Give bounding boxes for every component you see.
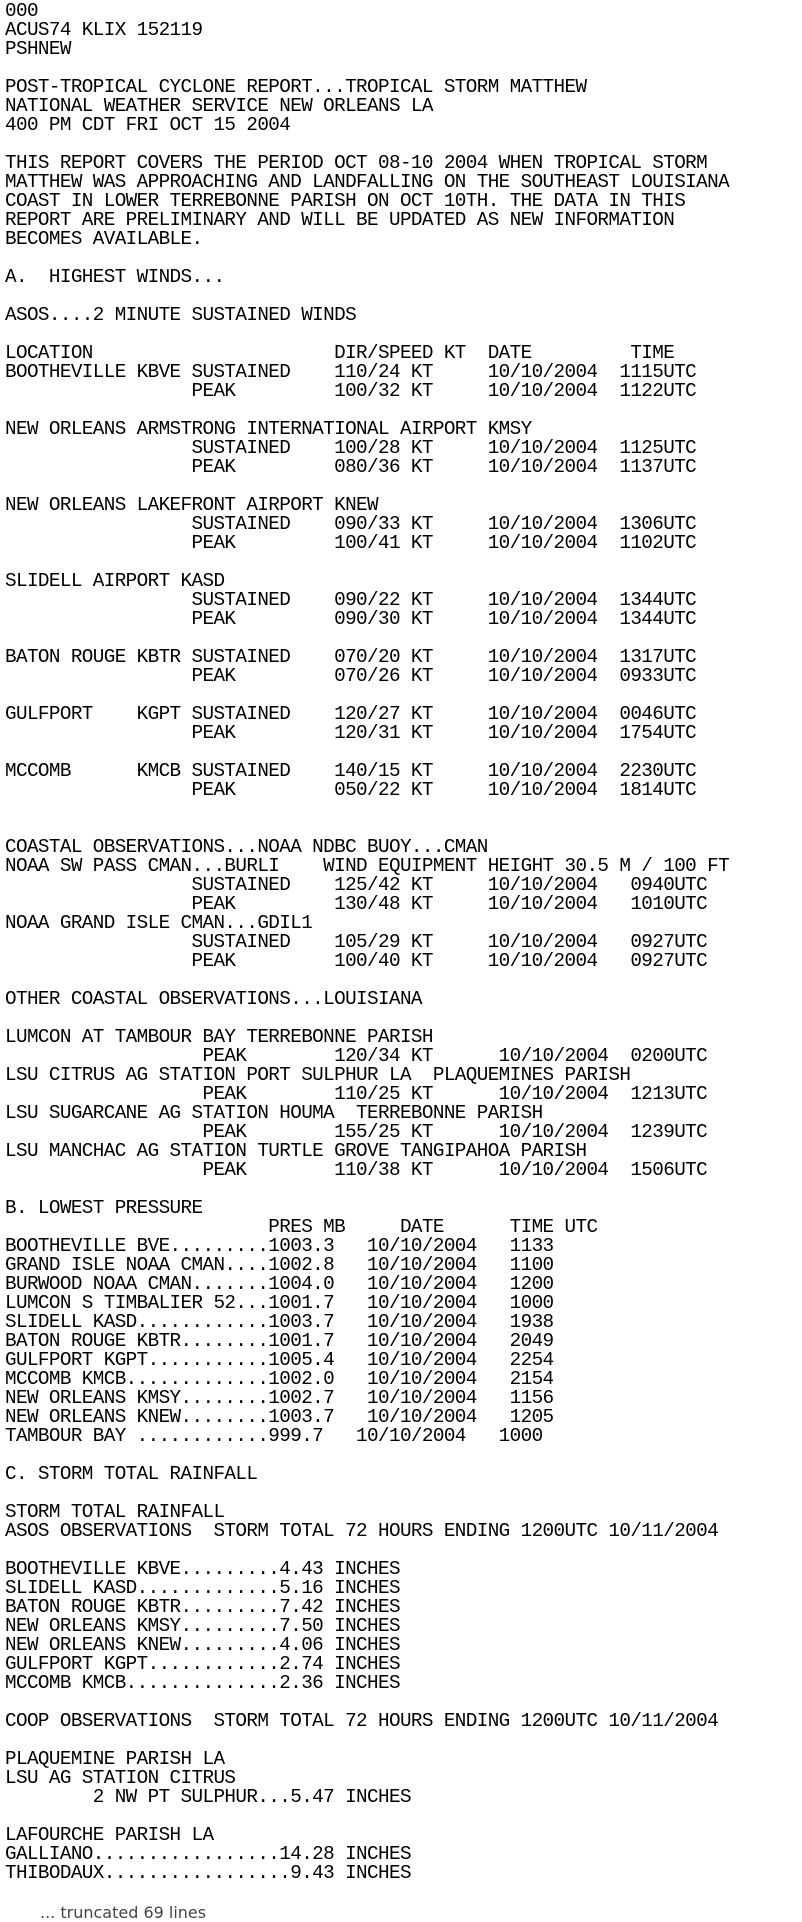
- report-line: B. LOWEST PRESSURE: [5, 1197, 203, 1219]
- report-line: SUSTAINED 105/29 KT 10/10/2004 0927UTC: [5, 931, 708, 953]
- report-line: BURWOOD NOAA CMAN.......1004.0 10/10/2004 1200: [5, 1273, 554, 1295]
- report-line: SUSTAINED 090/22 KT 10/10/2004 1344UTC: [5, 589, 697, 611]
- report-line: PEAK 100/41 KT 10/10/2004 1102UTC: [5, 532, 697, 554]
- report-line: STORM TOTAL RAINFALL: [5, 1501, 225, 1523]
- report-line: SLIDELL AIRPORT KASD: [5, 570, 225, 592]
- report-line: COOP OBSERVATIONS STORM TOTAL 72 HOURS ENDING 1200UTC 10/11/2004: [5, 1710, 719, 1732]
- report-line: LSU MANCHAC AG STATION TURTLE GROVE TANGIPAHOA PARISH: [5, 1140, 587, 1162]
- report-line: TAMBOUR BAY ............999.7 10/10/2004 1000: [5, 1425, 543, 1447]
- report-line: MATTHEW WAS APPROACHING AND LANDFALLING ON THE SOUTHEAST LOUISIANA: [5, 171, 730, 193]
- report-line: BOOTHEVILLE KBVE SUSTAINED 110/24 KT 10/10/2004 1115UTC: [5, 361, 697, 383]
- report-line: GULFPORT KGPT...........1005.4 10/10/2004 2254: [5, 1349, 554, 1371]
- report-line: THIS REPORT COVERS THE PERIOD OCT 08-10 2004 WHEN TROPICAL STORM: [5, 152, 708, 174]
- report-line: ACUS74 KLIX 152119: [5, 19, 203, 41]
- report-line: PRES MB DATE TIME UTC: [5, 1216, 598, 1238]
- report-line: PEAK 070/26 KT 10/10/2004 0933UTC: [5, 665, 697, 687]
- report-line: GALLIANO.................14.28 INCHES: [5, 1843, 411, 1865]
- report-line: LUMCON S TIMBALIER 52...1001.7 10/10/2004 1000: [5, 1292, 554, 1314]
- report-line: BOOTHEVILLE KBVE.........4.43 INCHES: [5, 1558, 400, 1580]
- report-line: BATON ROUGE KBTR........1001.7 10/10/2004 2049: [5, 1330, 554, 1352]
- report-line: NATIONAL WEATHER SERVICE NEW ORLEANS LA: [5, 95, 433, 117]
- report-line: GULFPORT KGPT SUSTAINED 120/27 KT 10/10/2004 0046UTC: [5, 703, 697, 725]
- report-line: NEW ORLEANS ARMSTRONG INTERNATIONAL AIRPORT KMSY: [5, 418, 532, 440]
- report-line: COAST IN LOWER TERREBONNE PARISH ON OCT 10TH. THE DATA IN THIS: [5, 190, 686, 212]
- report-line: NEW ORLEANS KNEW........1003.7 10/10/2004 1205: [5, 1406, 554, 1428]
- report-line: PEAK 120/31 KT 10/10/2004 1754UTC: [5, 722, 697, 744]
- report-line: NOAA SW PASS CMAN...BURLI WIND EQUIPMENT HEIGHT 30.5 M / 100 FT: [5, 855, 730, 877]
- report-line: OTHER COASTAL OBSERVATIONS...LOUISIANA: [5, 988, 422, 1010]
- report-line: PEAK 110/25 KT 10/10/2004 1213UTC: [5, 1083, 708, 1105]
- report-line: MCCOMB KMCB..............2.36 INCHES: [5, 1672, 400, 1694]
- report-line: PEAK 120/34 KT 10/10/2004 0200UTC: [5, 1045, 708, 1067]
- report-line: BECOMES AVAILABLE.: [5, 228, 203, 250]
- report-line: ASOS OBSERVATIONS STORM TOTAL 72 HOURS ENDING 1200UTC 10/11/2004: [5, 1520, 719, 1542]
- report-line: PEAK 100/32 KT 10/10/2004 1122UTC: [5, 380, 697, 402]
- report-line: PEAK 080/36 KT 10/10/2004 1137UTC: [5, 456, 697, 478]
- report-line: PSHNEW: [5, 38, 71, 60]
- report-line: COASTAL OBSERVATIONS...NOAA NDBC BUOY...CMAN: [5, 836, 488, 858]
- report-line: PEAK 090/30 KT 10/10/2004 1344UTC: [5, 608, 697, 630]
- report-text: [5, 2, 729, 1883]
- report-line: SUSTAINED 100/28 KT 10/10/2004 1125UTC: [5, 437, 697, 459]
- truncation-note: ... truncated 69 lines: [40, 1903, 207, 1922]
- report-line: LOCATION DIR/SPEED KT DATE TIME: [5, 342, 675, 364]
- report-line: SLIDELL KASD............1003.7 10/10/2004 1938: [5, 1311, 554, 1333]
- report-line: GRAND ISLE NOAA CMAN....1002.8 10/10/2004 1100: [5, 1254, 554, 1276]
- report-line: 2 NW PT SULPHUR...5.47 INCHES: [5, 1786, 411, 1808]
- report-line: LSU CITRUS AG STATION PORT SULPHUR LA PLAQUEMINES PARISH: [5, 1064, 631, 1086]
- report-line: SLIDELL KASD.............5.16 INCHES: [5, 1577, 400, 1599]
- report-line: LSU SUGARCANE AG STATION HOUMA TERREBONNE PARISH: [5, 1102, 543, 1124]
- report-line: NEW ORLEANS KMSY.........7.50 INCHES: [5, 1615, 400, 1637]
- report-line: GULFPORT KGPT............2.74 INCHES: [5, 1653, 400, 1675]
- report-line: 400 PM CDT FRI OCT 15 2004: [5, 114, 291, 136]
- report-line: PEAK 130/48 KT 10/10/2004 1010UTC: [5, 893, 708, 915]
- report-line: BATON ROUGE KBTR SUSTAINED 070/20 KT 10/10/2004 1317UTC: [5, 646, 697, 668]
- report-line: PEAK 050/22 KT 10/10/2004 1814UTC: [5, 779, 697, 801]
- report-line: C. STORM TOTAL RAINFALL: [5, 1463, 258, 1485]
- report-line: BATON ROUGE KBTR.........7.42 INCHES: [5, 1596, 400, 1618]
- report-line: NEW ORLEANS KMSY........1002.7 10/10/2004 1156: [5, 1387, 554, 1409]
- report-line: PEAK 155/25 KT 10/10/2004 1239UTC: [5, 1121, 708, 1143]
- report-line: NEW ORLEANS LAKEFRONT AIRPORT KNEW: [5, 494, 379, 516]
- report-line: POST-TROPICAL CYCLONE REPORT...TROPICAL STORM MATTHEW: [5, 76, 587, 98]
- report-line: LSU AG STATION CITRUS: [5, 1767, 236, 1789]
- report-line: PEAK 110/38 KT 10/10/2004 1506UTC: [5, 1159, 708, 1181]
- report-line: SUSTAINED 125/42 KT 10/10/2004 0940UTC: [5, 874, 708, 896]
- report-line: THIBODAUX.................9.43 INCHES: [5, 1862, 411, 1884]
- report-line: MCCOMB KMCB.............1002.0 10/10/2004 2154: [5, 1368, 554, 1390]
- report-line: NEW ORLEANS KNEW.........4.06 INCHES: [5, 1634, 400, 1656]
- report-line: SUSTAINED 090/33 KT 10/10/2004 1306UTC: [5, 513, 697, 535]
- report-line: ASOS....2 MINUTE SUSTAINED WINDS: [5, 304, 357, 326]
- report-line: PLAQUEMINE PARISH LA: [5, 1748, 225, 1770]
- report-line: 000: [5, 0, 38, 22]
- report-line: BOOTHEVILLE BVE.........1003.3 10/10/2004 1133: [5, 1235, 554, 1257]
- report-line: LUMCON AT TAMBOUR BAY TERREBONNE PARISH: [5, 1026, 433, 1048]
- report-line: A. HIGHEST WINDS...: [5, 266, 225, 288]
- report-line: NOAA GRAND ISLE CMAN...GDIL1: [5, 912, 313, 934]
- report-line: REPORT ARE PRELIMINARY AND WILL BE UPDATED AS NEW INFORMATION: [5, 209, 675, 231]
- report-line: PEAK 100/40 KT 10/10/2004 0927UTC: [5, 950, 708, 972]
- report-line: LAFOURCHE PARISH LA: [5, 1824, 214, 1846]
- report-line: MCCOMB KMCB SUSTAINED 140/15 KT 10/10/2004 2230UTC: [5, 760, 697, 782]
